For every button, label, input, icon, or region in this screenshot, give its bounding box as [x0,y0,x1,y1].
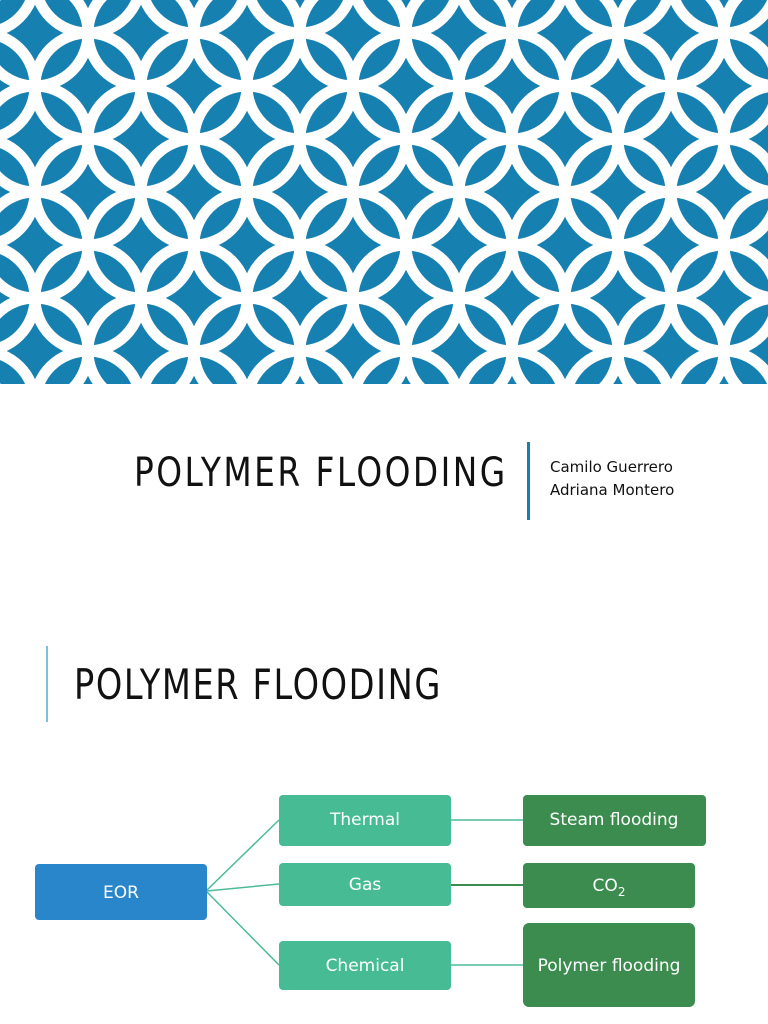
content-slide-heading: POLYMER FLOODING [74,660,443,709]
node-polymer-flooding [523,923,695,1007]
co2-base: CO [592,876,618,896]
author-name: Adriana Montero [550,481,675,499]
author-name: Camilo Guerrero [550,458,673,476]
node-eor-label: EOR [103,883,139,903]
node-gas-label: Gas [348,875,382,895]
node-gas [279,863,451,906]
co2-subscript: 2 [617,885,626,899]
node-polymer-flooding-label: Polymer flooding [537,956,681,976]
node-chemical-label: Chemical [325,956,405,976]
title-slide-heading: POLYMER FLOODING [134,450,508,496]
node-steam-flooding [523,795,706,846]
node-thermal [279,795,451,846]
connector-eor-chemical [207,892,279,965]
node-co2 [523,863,695,908]
node-thermal-label: Thermal [329,810,401,830]
connector-eor-thermal [207,820,279,890]
node-steam-flooding-label: Steam flooding [549,810,679,830]
connector-eor-gas [207,884,279,891]
node-eor [35,864,207,920]
node-chemical [279,941,451,990]
